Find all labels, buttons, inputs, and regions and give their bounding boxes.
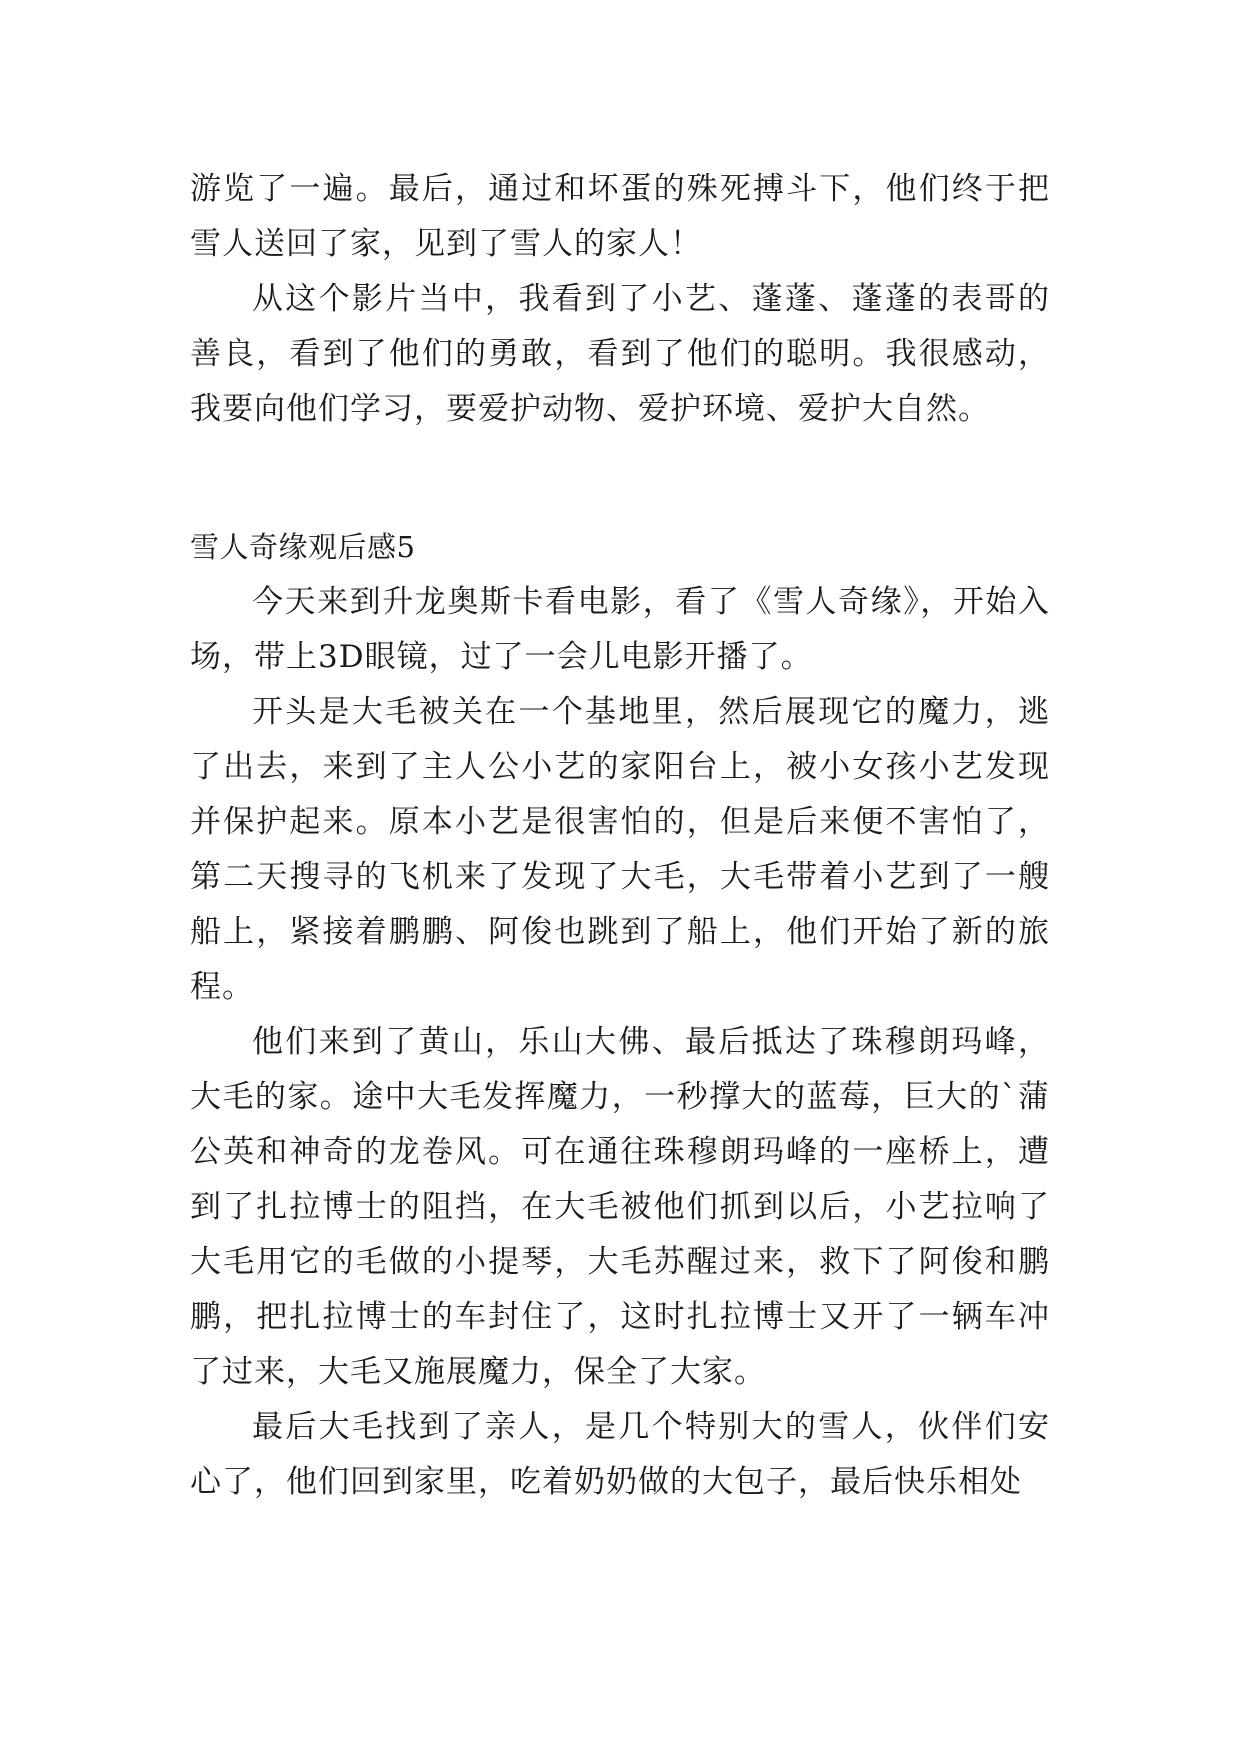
continued-paragraph: 游览了一遍。最后，通过和坏蛋的殊死搏斗下，他们终于把雪人送回了家，见到了雪人的家人！ [190,171,1050,262]
body-paragraph: 今天来到升龙奥斯卡看电影，看了《雪人奇缘》，开始入场，带上3D眼镜，过了一会儿电影开播了。 [190,584,1050,675]
body-paragraph: 他们来到了黄山，乐山大佛、最后抵达了珠穆朗玛峰，大毛的家。途中大毛发挥魔力，一秒撑大的蓝莓，巨大的`蒲公英和神奇的龙卷风。可在通往珠穆朗玛峰的一座桥上，遭到了扎拉博士的阻挡，在大毛被他们抓到以后，小艺拉响了大毛用它的毛做的小提琴，大毛苏醒过来，救下了阿俊和鹏鹏，把扎拉博士的车封住了，这时扎拉博士又开了一辆车冲了过来，大毛又施展魔力，保全了大家。 [190,1024,1050,1390]
body-paragraph: 最后大毛找到了亲人，是几个特别大的雪人，伙伴们安心了，他们回到家里，吃着奶奶做的大包子，最后快乐相处 [190,1409,1050,1500]
body-paragraph: 开头是大毛被关在一个基地里，然后展现它的魔力，逃了出去，来到了主人公小艺的家阳台上，被小女孩小艺发现并保护起来。原本小艺是很害怕的，但是后来便不害怕了，第二天搜寻的飞机来了发现了大毛，大毛带着小艺到了一艘船上，紧接着鹏鹏、阿俊也跳到了船上，他们开始了新的旅程。 [190,694,1050,1005]
section-title: 雪人奇缘观后感5 [190,530,416,564]
body-paragraph: 从这个影片当中，我看到了小艺、蓬蓬、蓬蓬的表哥的善良，看到了他们的勇敢，看到了他们的聪明。我很感动，我要向他们学习，要爱护动物、爱护环境、爱护大自然。 [190,281,1050,427]
document-body [190,162,1050,1510]
